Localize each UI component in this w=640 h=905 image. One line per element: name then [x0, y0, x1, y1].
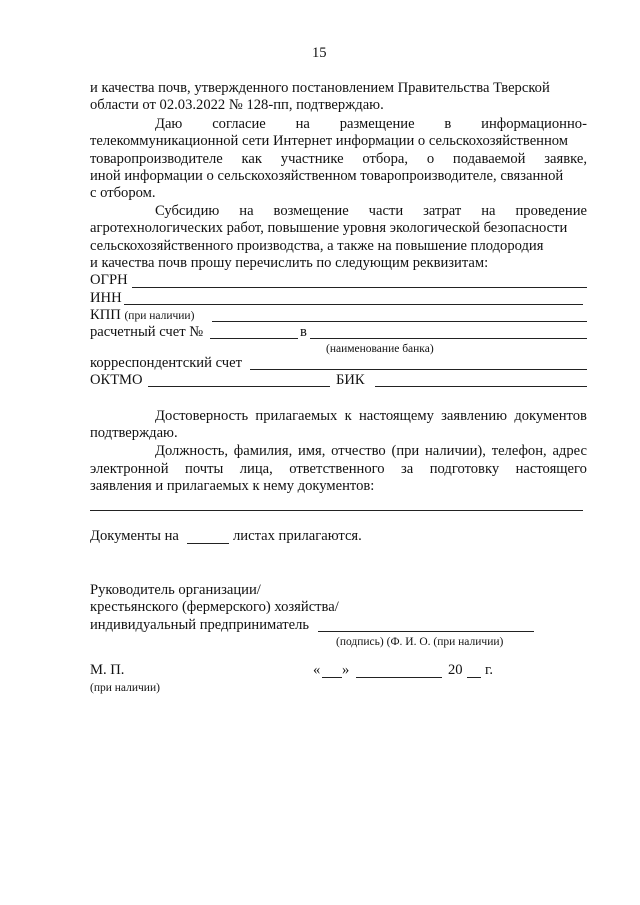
signature-line3: индивидуальный предприниматель: [90, 617, 310, 633]
word: настоящего: [515, 461, 587, 477]
word: на: [239, 203, 254, 219]
word: фамилия,: [233, 443, 293, 459]
date-year-field[interactable]: [467, 677, 481, 678]
word: телефон,: [491, 443, 547, 459]
word: ответственного: [289, 461, 385, 477]
para5-line2: [90, 461, 587, 477]
word: к: [344, 408, 352, 424]
kpp-main: КПП: [90, 307, 121, 323]
date-day-field[interactable]: [322, 677, 342, 678]
word: электронной: [90, 461, 169, 477]
oktmo-label: ОКТМО: [90, 372, 143, 388]
date-open-quote: «: [313, 662, 321, 678]
corr-account-field[interactable]: [250, 369, 587, 370]
date-year-suffix: г.: [485, 662, 493, 678]
word: размещение: [339, 116, 415, 132]
word: на: [481, 203, 496, 219]
word: адрес: [552, 443, 587, 459]
word: настоящему: [358, 408, 434, 424]
ogrn-field[interactable]: [132, 287, 587, 288]
stamp-note: (при наличии): [90, 682, 160, 694]
kpp-note: (при наличии): [124, 310, 195, 322]
para2-line1: [155, 116, 587, 132]
word: Даю: [155, 116, 183, 132]
date-month-field[interactable]: [356, 677, 442, 678]
bik-label: БИК: [336, 372, 365, 388]
para3-line4: и качества почв прошу перечислить по следующим реквизитам:: [90, 255, 489, 271]
para2-line4: иной информации о сельскохозяйственном товаропроизводителе, связанной: [90, 168, 564, 184]
account-label: расчетный счет №: [90, 324, 204, 340]
word: участнике: [280, 151, 344, 167]
word: на: [295, 116, 310, 132]
para2-line2: телекоммуникационной сети Интернет информации о сельскохозяйственном: [90, 133, 569, 149]
para1-line2: области от 02.03.2022 № 128-пп, подтверждаю.: [90, 97, 384, 113]
signature-caption: (подпись) (Ф. И. О. (при наличии): [336, 636, 504, 648]
word: как: [241, 151, 262, 167]
responsible-person-field[interactable]: [90, 510, 583, 511]
word: прилагаемых: [255, 408, 338, 424]
inn-field[interactable]: [124, 304, 583, 305]
word: проведение: [515, 203, 587, 219]
word: за: [401, 461, 414, 477]
bank-field[interactable]: [310, 338, 587, 339]
word: о: [426, 151, 435, 167]
page-number: 15: [312, 45, 327, 61]
corr-account-label: корреспондентский счет: [90, 355, 242, 371]
word: затрат: [423, 203, 462, 219]
word: лица,: [239, 461, 273, 477]
word: заявлению: [441, 408, 508, 424]
signature-field[interactable]: [318, 631, 534, 632]
para5-line3: заявления и прилагаемых к нему документов:: [90, 478, 375, 494]
date-year-prefix: 20: [448, 662, 463, 678]
para5-line1: [155, 443, 587, 459]
word: наличии),: [424, 443, 486, 459]
word: отчество: [331, 443, 386, 459]
word: отбора,: [362, 151, 409, 167]
word: почты: [185, 461, 224, 477]
para4-line2: подтверждаю.: [90, 425, 178, 441]
word: Должность,: [155, 443, 229, 459]
signature-line2: крестьянского (фермерского) хозяйства/: [90, 599, 339, 615]
para3-line3: сельскохозяйственного производства, а также на повышение плодородия: [90, 238, 544, 254]
para1-line1: и качества почв, утвержденного постановлением Правительства Тверской: [90, 80, 550, 96]
para4-line1: [155, 408, 587, 424]
word: информационно-: [481, 116, 587, 132]
para2-line5: с отбором.: [90, 185, 156, 201]
word: согласие: [212, 116, 266, 132]
word: заявке,: [544, 151, 587, 167]
bik-field[interactable]: [375, 386, 587, 387]
inn-label: ИНН: [90, 290, 122, 306]
documents-after: листах прилагаются.: [233, 528, 362, 544]
stamp-label: М. П.: [90, 662, 125, 678]
para2-line3: [90, 151, 587, 167]
word: Субсидию: [155, 203, 220, 219]
documents-before: Документы на: [90, 528, 179, 544]
date-close-quote: »: [342, 662, 350, 678]
word: товаропроизводителе: [90, 151, 223, 167]
word: документов: [514, 408, 587, 424]
word: подготовку: [429, 461, 500, 477]
documents-count-field[interactable]: [187, 543, 229, 544]
word: части: [368, 203, 404, 219]
word: Достоверность: [155, 408, 249, 424]
account-field[interactable]: [210, 338, 298, 339]
signature-line1: Руководитель организации/: [90, 582, 261, 598]
word: подаваемой: [452, 151, 526, 167]
word: (при: [391, 443, 420, 459]
kpp-field[interactable]: [212, 321, 587, 322]
word: возмещение: [273, 203, 349, 219]
in-word: в: [300, 324, 307, 340]
word: имя,: [297, 443, 326, 459]
bank-caption: (наименование банка): [326, 343, 434, 355]
ogrn-label: ОГРН: [90, 272, 128, 288]
para3-line1: [155, 203, 587, 219]
word: в: [444, 116, 452, 132]
oktmo-field[interactable]: [148, 386, 330, 387]
kpp-label: [90, 307, 194, 324]
para3-line2: агротехнологических работ, повышение уровня экологической безопасности: [90, 220, 568, 236]
